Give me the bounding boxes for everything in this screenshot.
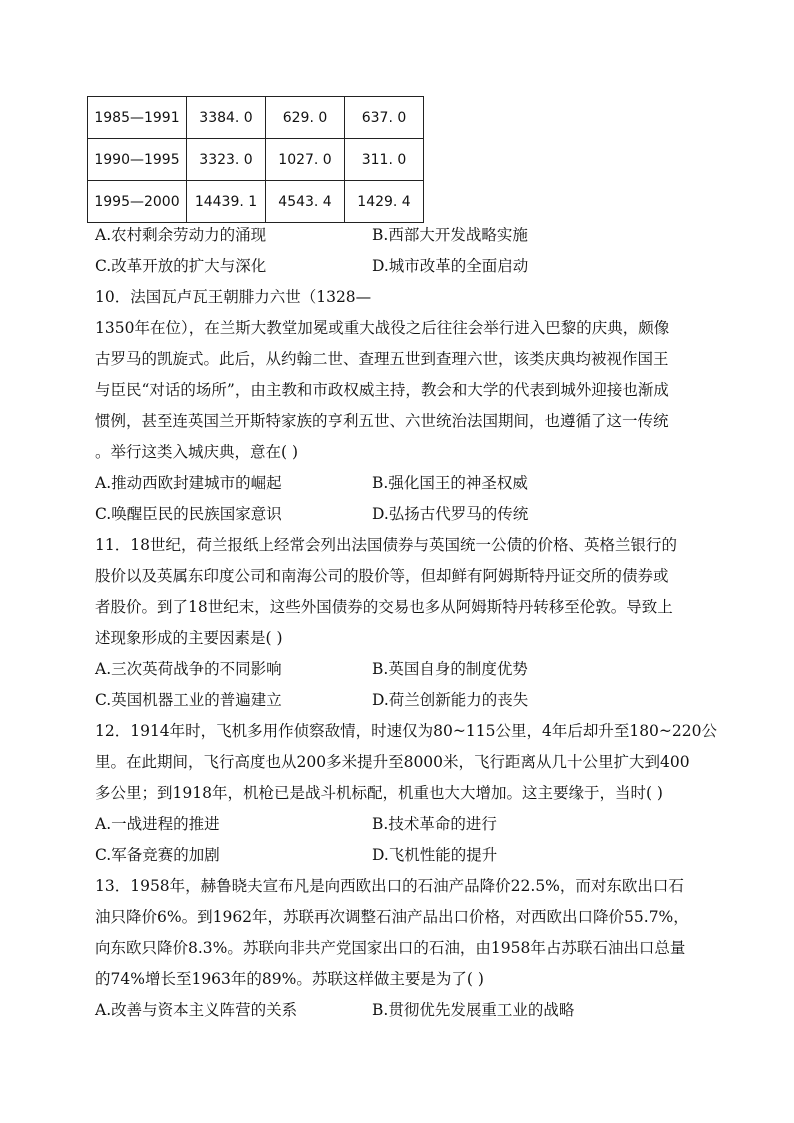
q11-stem-line: 述现象形成的主要因素是( ): [95, 629, 283, 647]
q10-stem-line: 10．法国瓦卢瓦王朝腓力六世（1328—: [95, 288, 372, 306]
q12-options-row: [95, 840, 665, 871]
q13-stem-line: 向东欧只降价8.3%。苏联向非共产党国家出口的石油，由1958年占苏联石油出口总量: [95, 939, 686, 957]
q12-stem-line: 多公里；到1918年，机枪已是战斗机标配，机重也大大增加。这主要缘于，当时( ): [95, 784, 663, 802]
q11-options-row: [95, 685, 665, 716]
q9-option-a[interactable]: A.农村剩余劳动力的涌现: [95, 226, 267, 244]
question-11: [95, 530, 677, 716]
q13-options-row: [95, 995, 665, 1026]
q9-options-row: [95, 220, 665, 251]
q12-option-a[interactable]: A.一战进程的推进: [95, 815, 220, 833]
q10-option-a[interactable]: A.推动西欧封建城市的崛起: [95, 474, 282, 492]
q13-stem-line: 油只降价6%。到1962年，苏联再次调整石油产品出口价格，对西欧出口降价55.7%，: [95, 908, 689, 926]
q12-stem-line: 里。在此期间，飞行高度也从200多米提升至8000米，飞行距离从几十公里扩大到400: [95, 753, 690, 771]
q11-option-c[interactable]: C.英国机器工业的普遍建立: [95, 691, 282, 709]
q9-option-d[interactable]: D.城市改革的全面启动: [372, 257, 529, 275]
q10-option-c[interactable]: C.唤醒臣民的民族国家意识: [95, 505, 282, 523]
q10-stem-line: 与臣民“对话的场所”，由主教和市政权威主持，教会和大学的代表到城外迎接也渐成: [95, 381, 669, 399]
q11-stem-line: 者股价。到了18世纪末，这些外国债券的交易也多从阿姆斯特丹转移至伦敦。导致上: [95, 598, 673, 616]
q10-options-row: [95, 468, 665, 499]
table-cell: 3323. 0: [187, 139, 266, 181]
q10-stem-line: 古罗马的凯旋式。此后，从约翰二世、查理五世到查理六世，该类庆典均被视作国王: [95, 350, 669, 368]
q13-stem-line: 13．1958年，赫鲁晓夫宣布凡是向西欧出口的石油产品降价22.5%，而对东欧出口石: [95, 877, 684, 895]
table-cell: 1429. 4: [345, 181, 424, 223]
table-cell: 637. 0: [345, 97, 424, 139]
table-row: [88, 139, 424, 181]
question-13: [95, 871, 689, 1026]
table-row: [88, 97, 424, 139]
q12-stem-line: 12．1914年时，飞机多用作侦察敌情，时速仅为80~115公里，4年后却升至180~220公: [95, 722, 717, 740]
table-cell-period: 1990—1995: [88, 139, 187, 181]
q11-options-row: [95, 654, 665, 685]
table-row: [88, 181, 424, 223]
q13-option-b[interactable]: B.贯彻优先发展重工业的战略: [372, 1001, 575, 1019]
q10-stem-line: 1350年在位），在兰斯大教堂加冕或重大战役之后往往会举行进入巴黎的庆典，颇像: [95, 319, 670, 337]
table-cell: 3384. 0: [187, 97, 266, 139]
q11-option-b[interactable]: B.英国自身的制度优势: [372, 660, 528, 678]
q12-option-b[interactable]: B.技术革命的进行: [372, 815, 497, 833]
table-cell: 1027. 0: [266, 139, 345, 181]
table-cell-period: 1995—2000: [88, 181, 187, 223]
q11-option-a[interactable]: A.三次英荷战争的不同影响: [95, 660, 282, 678]
table-cell: 311. 0: [345, 139, 424, 181]
q10-stem-line: 。举行这类入城庆典，意在( ): [95, 443, 299, 461]
q13-stem-line: 的74%增长至1963年的89%。苏联这样做主要是为了( ): [95, 970, 484, 988]
question-12: [95, 716, 717, 871]
q10-option-d[interactable]: D.弘扬古代罗马的传统: [372, 505, 529, 523]
q13-option-a[interactable]: A.改善与资本主义阵营的关系: [95, 1001, 298, 1019]
table-cell: 629. 0: [266, 97, 345, 139]
q11-option-d[interactable]: D.荷兰创新能力的丧失: [372, 691, 529, 709]
question-content: [95, 220, 717, 1026]
table-cell-period: 1985—1991: [88, 97, 187, 139]
q10-options-row: [95, 499, 665, 530]
table-cell: 14439. 1: [187, 181, 266, 223]
q10-option-b[interactable]: B.强化国王的神圣权威: [372, 474, 528, 492]
q9-option-c[interactable]: C.改革开放的扩大与深化: [95, 257, 267, 275]
q12-option-d[interactable]: D.飞机性能的提升: [372, 846, 498, 864]
table-cell: 4543. 4: [266, 181, 345, 223]
question-10: [95, 282, 670, 530]
q11-stem-line: 11．18世纪，荷兰报纸上经常会列出法国债券与英国统一公债的价格、英格兰银行的: [95, 536, 677, 554]
data-table: [87, 96, 424, 223]
q10-stem-line: 惯例，甚至连英国兰开斯特家族的亨利五世、六世统治法国期间，也遵循了这一传统: [95, 412, 669, 430]
q12-option-c[interactable]: C.军备竞赛的加剧: [95, 846, 220, 864]
q12-options-row: [95, 809, 665, 840]
q9-option-b[interactable]: B.西部大开发战略实施: [372, 226, 528, 244]
q11-stem-line: 股价以及英属东印度公司和南海公司的股价等，但却鲜有阿姆斯特丹证交所的债券或: [95, 567, 669, 585]
q9-options-row: [95, 251, 665, 282]
